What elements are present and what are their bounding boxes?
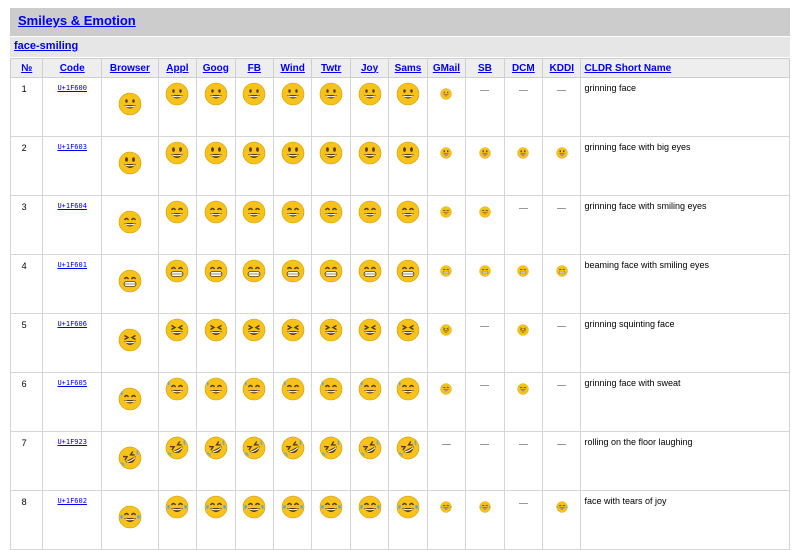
col-header-dcm[interactable]: DCM (504, 59, 542, 78)
wind-emoji-cell (273, 78, 311, 137)
code-link[interactable]: U+1F606 (57, 320, 87, 328)
browser-emoji-cell (102, 196, 159, 255)
row-number: 5 (11, 314, 43, 373)
wind-emoji-icon (281, 141, 305, 165)
row-number: 4 (11, 255, 43, 314)
code-cell (43, 432, 102, 491)
code-cell (43, 137, 102, 196)
dcm-emoji-icon (517, 324, 529, 336)
sams-emoji-cell (389, 491, 427, 550)
joy-emoji-cell (350, 78, 388, 137)
col-header-fb[interactable]: FB (235, 59, 273, 78)
sams-emoji-icon (396, 436, 420, 460)
fb-emoji-icon (242, 318, 266, 342)
joy-emoji-cell (350, 196, 388, 255)
col-header-goog[interactable]: Goog (197, 59, 235, 78)
subgroup-title-link[interactable]: face-smiling (14, 40, 79, 52)
dcm-none-dash (519, 208, 528, 209)
sams-emoji-cell (389, 137, 427, 196)
code-link[interactable]: U+1F603 (57, 143, 87, 151)
col-header-code[interactable]: Code (43, 59, 102, 78)
twtr-emoji-cell (312, 137, 350, 196)
fb-emoji-cell (235, 137, 273, 196)
twtr-emoji-cell (312, 78, 350, 137)
fb-emoji-icon (242, 259, 266, 283)
browser-emoji-icon (118, 92, 142, 116)
gmail-emoji-icon (440, 501, 452, 513)
kddi-none-dash (557, 90, 566, 91)
code-link[interactable]: U+1F923 (57, 438, 87, 446)
sams-emoji-icon (396, 200, 420, 224)
dcm-emoji-cell (504, 373, 542, 432)
goog-emoji-cell (197, 373, 235, 432)
sb-none-dash (480, 385, 489, 386)
cldr-short-name: beaming face with smiling eyes (581, 255, 790, 314)
browser-emoji-icon (118, 505, 142, 529)
wind-emoji-cell (273, 373, 311, 432)
wind-emoji-icon (281, 495, 305, 519)
joy-emoji-icon (358, 495, 382, 519)
dcm-emoji-icon (517, 147, 529, 159)
appl-emoji-cell (158, 255, 196, 314)
dcm-emoji-icon (517, 383, 529, 395)
twtr-emoji-cell (312, 491, 350, 550)
gmail-emoji-icon (440, 88, 452, 100)
goog-emoji-cell (197, 314, 235, 373)
browser-emoji-icon (118, 446, 142, 470)
table-row (11, 255, 790, 314)
wind-emoji-cell (273, 491, 311, 550)
browser-emoji-cell (102, 78, 159, 137)
gmail-emoji-cell (427, 78, 465, 137)
browser-emoji-cell (102, 432, 159, 491)
sams-emoji-icon (396, 82, 420, 106)
dcm-emoji-cell (504, 137, 542, 196)
joy-emoji-cell (350, 255, 388, 314)
appl-emoji-icon (165, 200, 189, 224)
browser-emoji-cell (102, 137, 159, 196)
goog-emoji-icon (204, 82, 228, 106)
cldr-short-name: rolling on the floor laughing (581, 432, 790, 491)
sb-none-dash (480, 90, 489, 91)
cldr-short-name: grinning face with smiling eyes (581, 196, 790, 255)
fb-emoji-icon (242, 141, 266, 165)
wind-emoji-icon (281, 318, 305, 342)
appl-emoji-icon (165, 259, 189, 283)
kddi-emoji-icon (556, 147, 568, 159)
joy-emoji-icon (358, 259, 382, 283)
sams-emoji-cell (389, 373, 427, 432)
sams-emoji-cell (389, 432, 427, 491)
table-header-row (11, 59, 790, 78)
kddi-emoji-cell (543, 491, 581, 550)
col-header-gmail[interactable]: GMail (427, 59, 465, 78)
col-header-num[interactable]: № (11, 59, 43, 78)
sb-emoji-icon (479, 147, 491, 159)
gmail-emoji-cell (427, 255, 465, 314)
gmail-emoji-cell (427, 314, 465, 373)
gmail-emoji-cell (427, 137, 465, 196)
sams-emoji-icon (396, 141, 420, 165)
code-cell (43, 373, 102, 432)
table-row (11, 137, 790, 196)
sams-emoji-cell (389, 196, 427, 255)
col-header-browser[interactable]: Browser (102, 59, 159, 78)
joy-emoji-cell (350, 314, 388, 373)
group-header (10, 8, 790, 36)
goog-emoji-icon (204, 141, 228, 165)
twtr-emoji-icon (319, 495, 343, 519)
browser-emoji-icon (118, 151, 142, 175)
emoji-table (10, 58, 790, 550)
appl-emoji-cell (158, 78, 196, 137)
col-header-kddi[interactable]: KDDI (543, 59, 581, 78)
twtr-emoji-cell (312, 196, 350, 255)
row-number: 3 (11, 196, 43, 255)
wind-emoji-icon (281, 82, 305, 106)
fb-emoji-icon (242, 436, 266, 460)
appl-emoji-cell (158, 314, 196, 373)
twtr-emoji-icon (319, 141, 343, 165)
fb-emoji-icon (242, 377, 266, 401)
appl-emoji-icon (165, 436, 189, 460)
appl-emoji-cell (158, 137, 196, 196)
gmail-none-dash (442, 444, 451, 445)
joy-emoji-cell (350, 491, 388, 550)
appl-emoji-icon (165, 377, 189, 401)
cldr-short-name: grinning face (581, 78, 790, 137)
fb-emoji-icon (242, 200, 266, 224)
browser-emoji-icon (118, 328, 142, 352)
dcm-emoji-cell (504, 491, 542, 550)
dcm-none-dash (519, 90, 528, 91)
dcm-emoji-icon (517, 265, 529, 277)
code-cell (43, 196, 102, 255)
goog-emoji-icon (204, 200, 228, 224)
fb-emoji-cell (235, 196, 273, 255)
fb-emoji-cell (235, 78, 273, 137)
wind-emoji-icon (281, 200, 305, 224)
fb-emoji-cell (235, 373, 273, 432)
fb-emoji-cell (235, 314, 273, 373)
goog-emoji-icon (204, 436, 228, 460)
kddi-emoji-cell (543, 255, 581, 314)
twtr-emoji-icon (319, 318, 343, 342)
code-cell (43, 314, 102, 373)
goog-emoji-cell (197, 491, 235, 550)
row-number: 2 (11, 137, 43, 196)
table-row (11, 373, 790, 432)
sb-emoji-cell (466, 432, 504, 491)
wind-emoji-cell (273, 432, 311, 491)
kddi-emoji-icon (556, 501, 568, 513)
kddi-none-dash (557, 208, 566, 209)
code-link[interactable]: U+1F605 (57, 379, 87, 387)
kddi-emoji-cell (543, 78, 581, 137)
wind-emoji-cell (273, 196, 311, 255)
browser-emoji-cell (102, 491, 159, 550)
browser-emoji-icon (118, 210, 142, 234)
fb-emoji-cell (235, 491, 273, 550)
appl-emoji-cell (158, 491, 196, 550)
joy-emoji-icon (358, 377, 382, 401)
gmail-emoji-cell (427, 432, 465, 491)
gmail-emoji-icon (440, 265, 452, 277)
joy-emoji-cell (350, 373, 388, 432)
dcm-emoji-cell (504, 78, 542, 137)
gmail-emoji-cell (427, 196, 465, 255)
fb-emoji-icon (242, 495, 266, 519)
table-row (11, 78, 790, 137)
twtr-emoji-cell (312, 314, 350, 373)
dcm-emoji-cell (504, 314, 542, 373)
goog-emoji-icon (204, 377, 228, 401)
kddi-emoji-cell (543, 196, 581, 255)
sams-emoji-cell (389, 255, 427, 314)
col-header-wind[interactable]: Wind (273, 59, 311, 78)
sb-emoji-cell (466, 78, 504, 137)
appl-emoji-icon (165, 82, 189, 106)
col-header-joy[interactable]: Joy (350, 59, 388, 78)
row-number: 1 (11, 78, 43, 137)
browser-emoji-cell (102, 255, 159, 314)
row-number: 7 (11, 432, 43, 491)
joy-emoji-cell (350, 137, 388, 196)
kddi-emoji-cell (543, 137, 581, 196)
twtr-emoji-cell (312, 373, 350, 432)
kddi-none-dash (557, 444, 566, 445)
fb-emoji-cell (235, 432, 273, 491)
table-row (11, 314, 790, 373)
twtr-emoji-icon (319, 200, 343, 224)
group-title-link[interactable]: Smileys & Emotion (18, 13, 136, 28)
fb-emoji-cell (235, 255, 273, 314)
table-row (11, 196, 790, 255)
sb-none-dash (480, 326, 489, 327)
appl-emoji-cell (158, 432, 196, 491)
kddi-emoji-icon (556, 265, 568, 277)
goog-emoji-cell (197, 137, 235, 196)
code-cell (43, 491, 102, 550)
col-header-sb[interactable]: SB (466, 59, 504, 78)
code-link[interactable]: U+1F601 (57, 261, 87, 269)
col-header-twtr[interactable]: Twtr (312, 59, 350, 78)
sb-emoji-cell (466, 137, 504, 196)
joy-emoji-icon (358, 200, 382, 224)
sb-emoji-icon (479, 265, 491, 277)
code-link[interactable]: U+1F602 (57, 497, 87, 505)
gmail-emoji-cell (427, 491, 465, 550)
joy-emoji-icon (358, 436, 382, 460)
appl-emoji-icon (165, 318, 189, 342)
kddi-emoji-cell (543, 314, 581, 373)
gmail-emoji-icon (440, 147, 452, 159)
sams-emoji-icon (396, 259, 420, 283)
wind-emoji-cell (273, 137, 311, 196)
goog-emoji-cell (197, 255, 235, 314)
row-number: 6 (11, 373, 43, 432)
cldr-short-name: grinning squinting face (581, 314, 790, 373)
appl-emoji-cell (158, 196, 196, 255)
col-header-appl[interactable]: Appl (158, 59, 196, 78)
wind-emoji-cell (273, 255, 311, 314)
sb-emoji-cell (466, 373, 504, 432)
twtr-emoji-icon (319, 259, 343, 283)
wind-emoji-cell (273, 314, 311, 373)
kddi-emoji-cell (543, 432, 581, 491)
browser-emoji-cell (102, 314, 159, 373)
kddi-none-dash (557, 326, 566, 327)
gmail-emoji-icon (440, 324, 452, 336)
appl-emoji-icon (165, 141, 189, 165)
cldr-short-name: grinning face with sweat (581, 373, 790, 432)
goog-emoji-cell (197, 196, 235, 255)
col-header-cldr-name[interactable]: CLDR Short Name (581, 59, 790, 78)
wind-emoji-icon (281, 436, 305, 460)
browser-emoji-icon (118, 387, 142, 411)
code-cell (43, 255, 102, 314)
dcm-none-dash (519, 503, 528, 504)
twtr-emoji-icon (319, 377, 343, 401)
sams-emoji-icon (396, 495, 420, 519)
twtr-emoji-icon (319, 82, 343, 106)
sb-emoji-cell (466, 196, 504, 255)
code-link[interactable]: U+1F600 (57, 84, 87, 92)
joy-emoji-icon (358, 318, 382, 342)
joy-emoji-icon (358, 82, 382, 106)
twtr-emoji-cell (312, 255, 350, 314)
sb-emoji-cell (466, 491, 504, 550)
sams-emoji-icon (396, 377, 420, 401)
browser-emoji-icon (118, 269, 142, 293)
col-header-sams[interactable]: Sams (389, 59, 427, 78)
browser-emoji-cell (102, 373, 159, 432)
twtr-emoji-icon (319, 436, 343, 460)
code-cell (43, 78, 102, 137)
goog-emoji-icon (204, 495, 228, 519)
cldr-short-name: grinning face with big eyes (581, 137, 790, 196)
dcm-none-dash (519, 444, 528, 445)
goog-emoji-cell (197, 78, 235, 137)
dcm-emoji-cell (504, 432, 542, 491)
sb-none-dash (480, 444, 489, 445)
wind-emoji-icon (281, 377, 305, 401)
appl-emoji-cell (158, 373, 196, 432)
twtr-emoji-cell (312, 432, 350, 491)
kddi-none-dash (557, 385, 566, 386)
cldr-short-name: face with tears of joy (581, 491, 790, 550)
appl-emoji-icon (165, 495, 189, 519)
joy-emoji-cell (350, 432, 388, 491)
sams-emoji-cell (389, 78, 427, 137)
dcm-emoji-cell (504, 196, 542, 255)
kddi-emoji-cell (543, 373, 581, 432)
dcm-emoji-cell (504, 255, 542, 314)
table-row (11, 491, 790, 550)
sb-emoji-icon (479, 501, 491, 513)
sams-emoji-cell (389, 314, 427, 373)
joy-emoji-icon (358, 141, 382, 165)
goog-emoji-icon (204, 318, 228, 342)
gmail-emoji-icon (440, 383, 452, 395)
wind-emoji-icon (281, 259, 305, 283)
sb-emoji-cell (466, 314, 504, 373)
row-number: 8 (11, 491, 43, 550)
sb-emoji-cell (466, 255, 504, 314)
sams-emoji-icon (396, 318, 420, 342)
sb-emoji-icon (479, 206, 491, 218)
subgroup-header (10, 37, 790, 57)
table-row (11, 432, 790, 491)
goog-emoji-icon (204, 259, 228, 283)
code-link[interactable]: U+1F604 (57, 202, 87, 210)
gmail-emoji-cell (427, 373, 465, 432)
goog-emoji-cell (197, 432, 235, 491)
fb-emoji-icon (242, 82, 266, 106)
gmail-emoji-icon (440, 206, 452, 218)
